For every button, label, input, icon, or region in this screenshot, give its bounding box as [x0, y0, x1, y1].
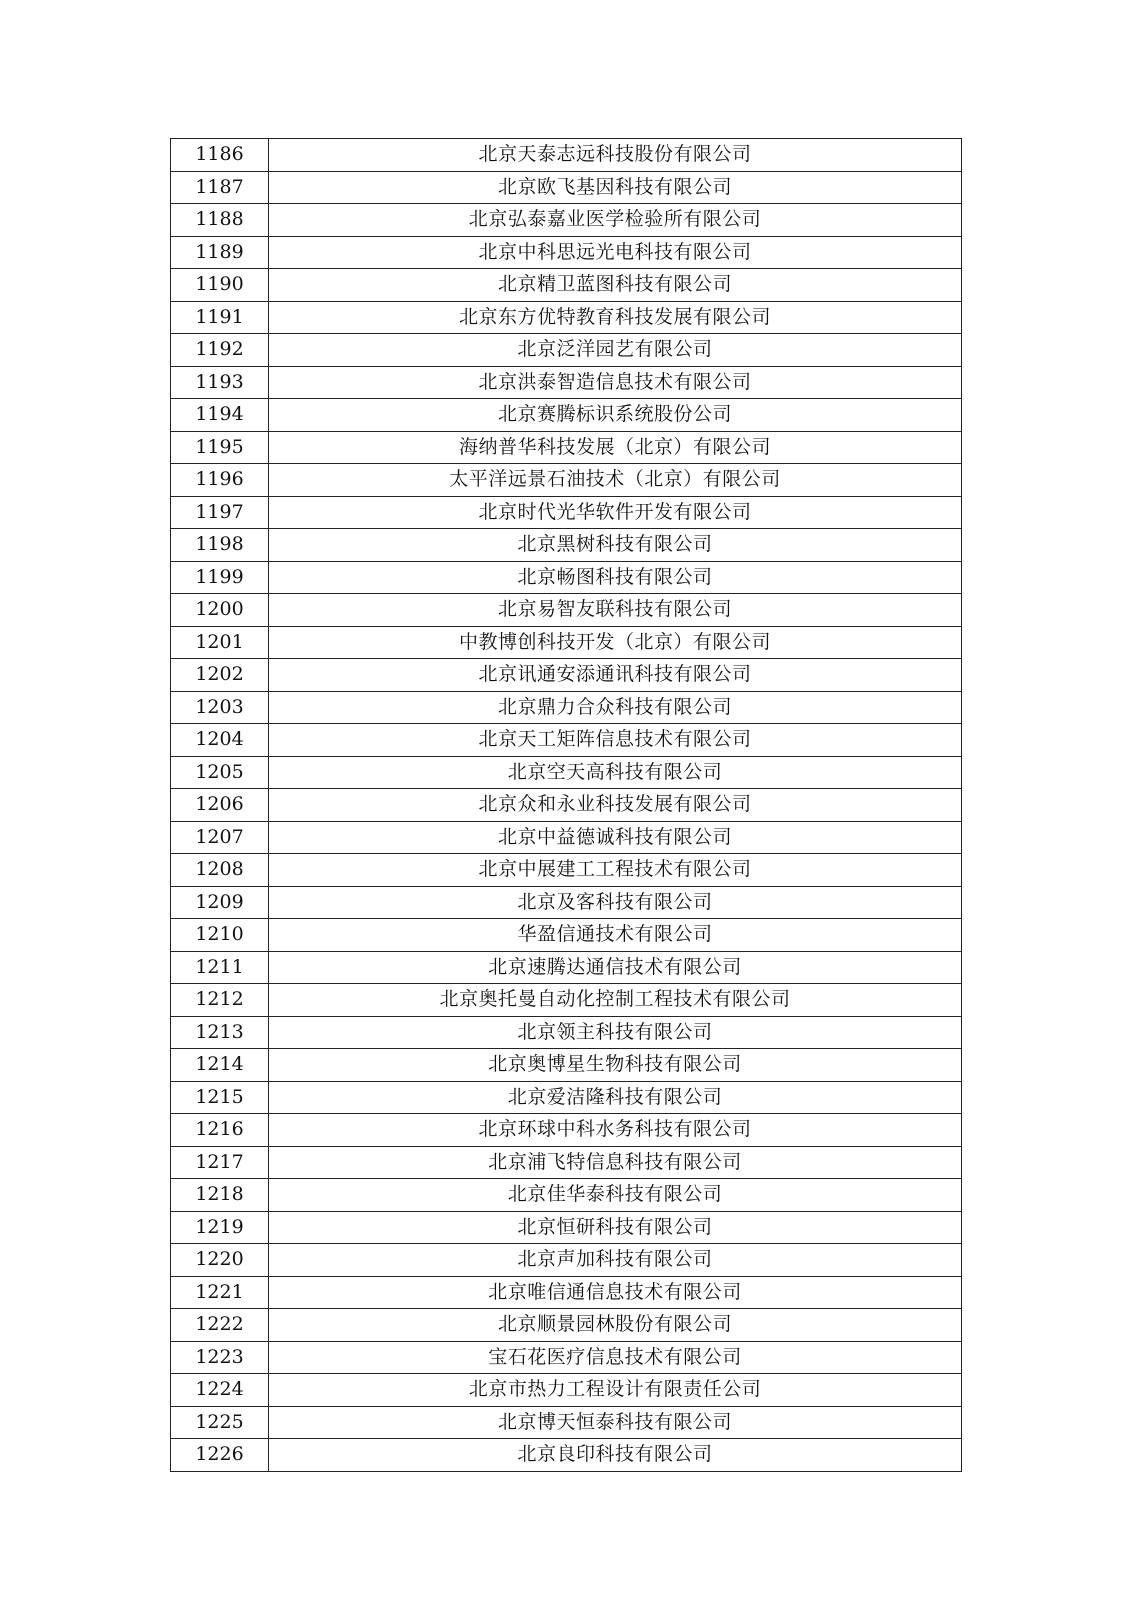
company-name-cell: 北京良印科技有限公司	[269, 1439, 962, 1472]
company-name-cell: 北京唯信通信息技术有限公司	[269, 1276, 962, 1309]
table-row	[171, 1309, 962, 1342]
table-row	[171, 1439, 962, 1472]
company-name-cell: 北京泛洋园艺有限公司	[269, 334, 962, 367]
table-row	[171, 951, 962, 984]
table-row	[171, 691, 962, 724]
company-name-cell: 北京博天恒泰科技有限公司	[269, 1406, 962, 1439]
row-number-cell: 1219	[171, 1211, 269, 1244]
table-row	[171, 204, 962, 237]
row-number-cell: 1207	[171, 821, 269, 854]
row-number-cell: 1186	[171, 139, 269, 172]
company-name-cell: 北京讯通安添通讯科技有限公司	[269, 659, 962, 692]
table-row	[171, 1341, 962, 1374]
company-name-cell: 北京浦飞特信息科技有限公司	[269, 1146, 962, 1179]
company-name-cell: 北京易智友联科技有限公司	[269, 594, 962, 627]
table-row	[171, 756, 962, 789]
company-name-cell: 北京奥博星生物科技有限公司	[269, 1049, 962, 1082]
company-name-cell: 北京精卫蓝图科技有限公司	[269, 269, 962, 302]
table-row	[171, 659, 962, 692]
company-name-cell: 北京中展建工工程技术有限公司	[269, 854, 962, 887]
company-name-cell: 华盈信通技术有限公司	[269, 919, 962, 952]
row-number-cell: 1193	[171, 366, 269, 399]
company-name-cell: 北京众和永业科技发展有限公司	[269, 789, 962, 822]
row-number-cell: 1201	[171, 626, 269, 659]
row-number-cell: 1187	[171, 171, 269, 204]
row-number-cell: 1222	[171, 1309, 269, 1342]
row-number-cell: 1203	[171, 691, 269, 724]
company-list-table	[170, 138, 962, 1472]
table-row	[171, 724, 962, 757]
company-name-cell: 北京天工矩阵信息技术有限公司	[269, 724, 962, 757]
company-name-cell: 北京中科思远光电科技有限公司	[269, 236, 962, 269]
table-body	[171, 139, 962, 1472]
table-row	[171, 1406, 962, 1439]
company-name-cell: 北京东方优特教育科技发展有限公司	[269, 301, 962, 334]
company-name-cell: 北京佳华泰科技有限公司	[269, 1179, 962, 1212]
table-row	[171, 366, 962, 399]
company-name-cell: 北京恒研科技有限公司	[269, 1211, 962, 1244]
company-name-cell: 北京中益德诚科技有限公司	[269, 821, 962, 854]
table-row	[171, 1244, 962, 1277]
table-row	[171, 561, 962, 594]
row-number-cell: 1221	[171, 1276, 269, 1309]
company-name-cell: 北京鼎力合众科技有限公司	[269, 691, 962, 724]
row-number-cell: 1194	[171, 399, 269, 432]
table-row	[171, 171, 962, 204]
table-row	[171, 334, 962, 367]
company-name-cell: 北京黑树科技有限公司	[269, 529, 962, 562]
company-name-cell: 太平洋远景石油技术（北京）有限公司	[269, 464, 962, 497]
table-row	[171, 139, 962, 172]
table-row	[171, 1081, 962, 1114]
row-number-cell: 1216	[171, 1114, 269, 1147]
company-name-cell: 北京环球中科水务科技有限公司	[269, 1114, 962, 1147]
row-number-cell: 1215	[171, 1081, 269, 1114]
row-number-cell: 1208	[171, 854, 269, 887]
row-number-cell: 1195	[171, 431, 269, 464]
company-name-cell: 北京空天高科技有限公司	[269, 756, 962, 789]
table-row	[171, 594, 962, 627]
table-row	[171, 1179, 962, 1212]
table-row	[171, 529, 962, 562]
table-row	[171, 1211, 962, 1244]
row-number-cell: 1198	[171, 529, 269, 562]
row-number-cell: 1224	[171, 1374, 269, 1407]
row-number-cell: 1214	[171, 1049, 269, 1082]
company-name-cell: 宝石花医疗信息技术有限公司	[269, 1341, 962, 1374]
row-number-cell: 1192	[171, 334, 269, 367]
table-row	[171, 1276, 962, 1309]
company-name-cell: 北京声加科技有限公司	[269, 1244, 962, 1277]
row-number-cell: 1210	[171, 919, 269, 952]
company-name-cell: 北京赛腾标识系统股份公司	[269, 399, 962, 432]
table-row	[171, 399, 962, 432]
table-row	[171, 984, 962, 1017]
row-number-cell: 1220	[171, 1244, 269, 1277]
row-number-cell: 1223	[171, 1341, 269, 1374]
row-number-cell: 1209	[171, 886, 269, 919]
table-row	[171, 464, 962, 497]
company-name-cell: 北京弘泰嘉业医学检验所有限公司	[269, 204, 962, 237]
row-number-cell: 1199	[171, 561, 269, 594]
company-name-cell: 北京速腾达通信技术有限公司	[269, 951, 962, 984]
row-number-cell: 1190	[171, 269, 269, 302]
table-row	[171, 496, 962, 529]
row-number-cell: 1191	[171, 301, 269, 334]
row-number-cell: 1226	[171, 1439, 269, 1472]
row-number-cell: 1189	[171, 236, 269, 269]
table-row	[171, 1016, 962, 1049]
company-name-cell: 北京洪泰智造信息技术有限公司	[269, 366, 962, 399]
table-row	[171, 821, 962, 854]
row-number-cell: 1204	[171, 724, 269, 757]
table-row	[171, 854, 962, 887]
row-number-cell: 1218	[171, 1179, 269, 1212]
company-name-cell: 北京奥托曼自动化控制工程技术有限公司	[269, 984, 962, 1017]
table-row	[171, 789, 962, 822]
table-row	[171, 626, 962, 659]
table-row	[171, 431, 962, 464]
row-number-cell: 1205	[171, 756, 269, 789]
row-number-cell: 1225	[171, 1406, 269, 1439]
company-name-cell: 北京天泰志远科技股份有限公司	[269, 139, 962, 172]
row-number-cell: 1197	[171, 496, 269, 529]
row-number-cell: 1211	[171, 951, 269, 984]
company-name-cell: 北京欧飞基因科技有限公司	[269, 171, 962, 204]
company-name-cell: 北京畅图科技有限公司	[269, 561, 962, 594]
row-number-cell: 1196	[171, 464, 269, 497]
company-name-cell: 北京时代光华软件开发有限公司	[269, 496, 962, 529]
row-number-cell: 1213	[171, 1016, 269, 1049]
table-row	[171, 301, 962, 334]
table-row	[171, 236, 962, 269]
table-row	[171, 919, 962, 952]
row-number-cell: 1202	[171, 659, 269, 692]
row-number-cell: 1200	[171, 594, 269, 627]
company-name-cell: 北京领主科技有限公司	[269, 1016, 962, 1049]
table-row	[171, 1374, 962, 1407]
company-name-cell: 北京及客科技有限公司	[269, 886, 962, 919]
row-number-cell: 1212	[171, 984, 269, 1017]
company-name-cell: 中教博创科技开发（北京）有限公司	[269, 626, 962, 659]
row-number-cell: 1206	[171, 789, 269, 822]
table-row	[171, 886, 962, 919]
company-name-cell: 北京顺景园林股份有限公司	[269, 1309, 962, 1342]
company-name-cell: 海纳普华科技发展（北京）有限公司	[269, 431, 962, 464]
table-row	[171, 1146, 962, 1179]
row-number-cell: 1217	[171, 1146, 269, 1179]
company-name-cell: 北京爱洁隆科技有限公司	[269, 1081, 962, 1114]
table-row	[171, 269, 962, 302]
company-name-cell: 北京市热力工程设计有限责任公司	[269, 1374, 962, 1407]
table-row	[171, 1114, 962, 1147]
table-row	[171, 1049, 962, 1082]
row-number-cell: 1188	[171, 204, 269, 237]
